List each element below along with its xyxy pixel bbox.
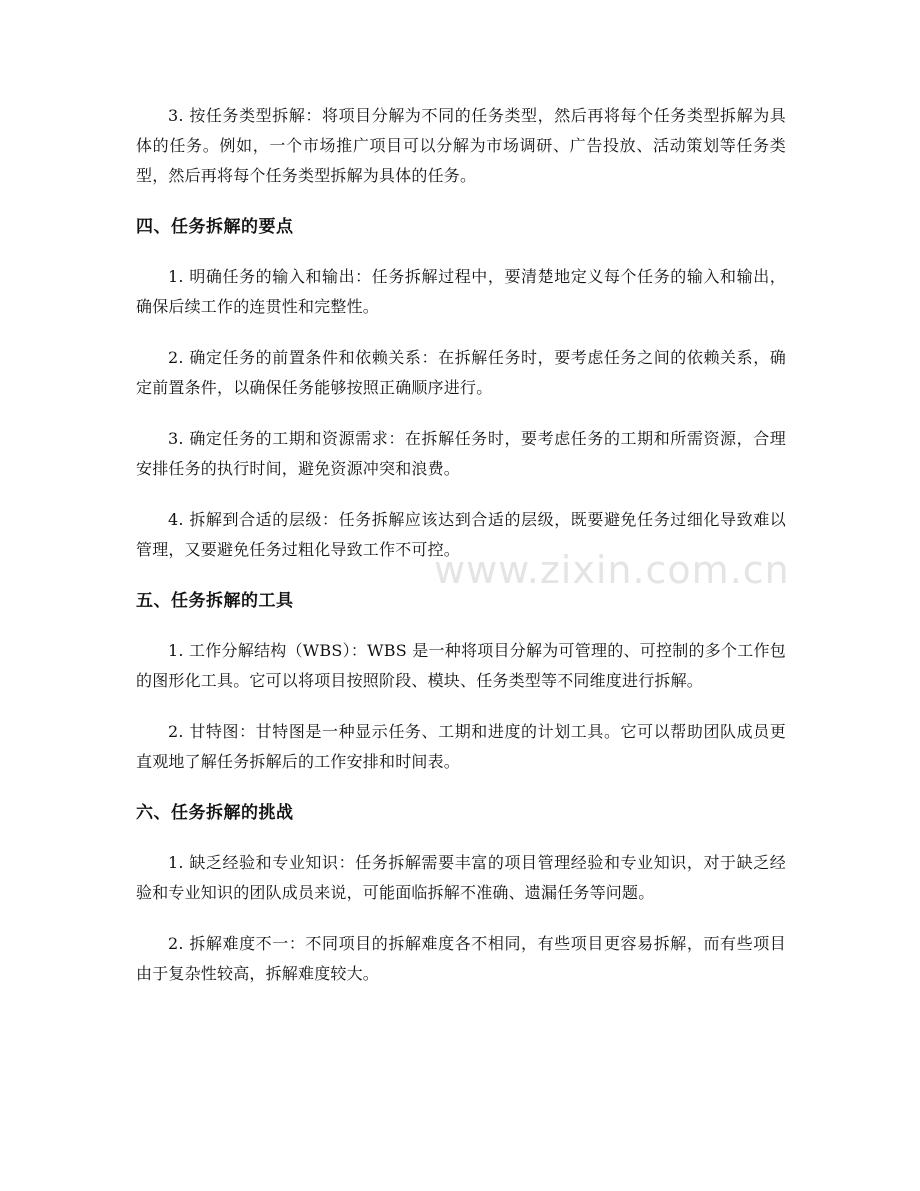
section-heading-key-points: 四、任务拆解的要点: [136, 217, 294, 237]
document-body: [136, 101, 786, 1010]
paragraph-preconditions: 2. 确定任务的前置条件和依赖关系：在拆解任务时，要考虑任务之间的依赖关系，确定前置条件，以确保任务能够按照正确顺序进行。: [136, 348, 786, 397]
watermark-text: www.zixin.com.cn: [434, 548, 790, 592]
paragraph-appropriate-level: 4. 拆解到合适的层级：任务拆解应该达到合适的层级，既要避免任务过细化导致难以管理，又要避免任务过粗化导致工作不可控。: [136, 510, 786, 559]
section-heading-challenges: 六、任务拆解的挑战: [136, 803, 294, 823]
paragraph-duration-resources: 3. 确定任务的工期和资源需求：在拆解任务时，要考虑任务的工期和所需资源，合理安排任务的执行时间，避免资源冲突和浪费。: [136, 429, 786, 478]
paragraph-difficulty: 2. 拆解难度不一：不同项目的拆解难度各不相同，有些项目更容易拆解，而有些项目由于复杂性较高，拆解难度较大。: [136, 934, 786, 983]
paragraph-gantt: 2. 甘特图：甘特图是一种显示任务、工期和进度的计划工具。它可以帮助团队成员更直观地了解任务拆解后的工作安排和时间表。: [136, 722, 786, 771]
paragraph-task-type-split: 3. 按任务类型拆解：将项目分解为不同的任务类型，然后再将每个任务类型拆解为具体的任务。例如，一个市场推广项目可以分解为市场调研、广告投放、活动策划等任务类型，然后再将每个任务类型拆解为具体的任务。: [136, 106, 786, 185]
paragraph-input-output: 1. 明确任务的输入和输出：任务拆解过程中，要清楚地定义每个任务的输入和输出，确保后续工作的连贯性和完整性。: [136, 267, 786, 316]
paragraph-wbs: 1. 工作分解结构（WBS）：WBS 是一种将项目分解为可管理的、可控制的多个工作包的图形化工具。它可以将项目按照阶段、模块、任务类型等不同维度进行拆解。: [136, 641, 786, 690]
section-heading-tools: 五、任务拆解的工具: [136, 591, 294, 611]
paragraph-lack-experience: 1. 缺乏经验和专业知识：任务拆解需要丰富的项目管理经验和专业知识，对于缺乏经验和专业知识的团队成员来说，可能面临拆解不准确、遗漏任务等问题。: [136, 853, 786, 902]
